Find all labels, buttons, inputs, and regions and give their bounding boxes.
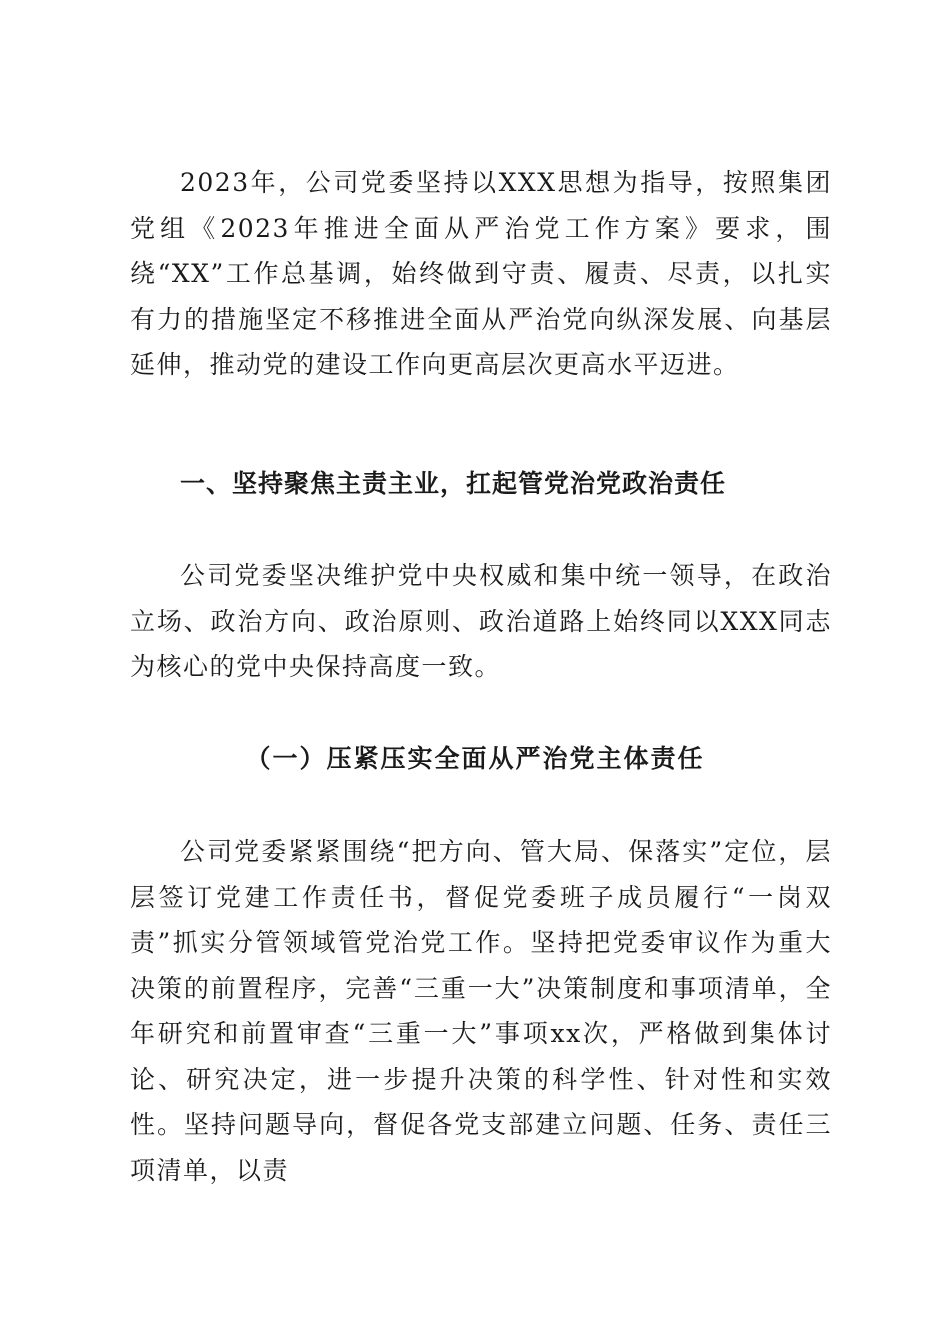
- section-heading: 一、坚持聚焦主责主业，扛起管党治党政治责任: [180, 469, 727, 498]
- section-paragraph: 公司党委坚决维护党中央权威和集中统一领导，在政治立场、政治方向、政治原则、政治道路上始终同以XXX同志为核心的党中央保持高度一致。: [130, 561, 832, 681]
- subsection-heading: （一）压紧压实全面从严治党主体责任: [245, 744, 705, 773]
- intro-paragraph: 2023年，公司党委坚持以XXX思想为指导，按照集团党组《2023年推进全面从严治党工作方案》要求，围绕“XX”工作总基调，始终做到守责、履责、尽责，以扎实有力的措施坚定不移推进全面从严治党向纵深发展、向基层延伸，推动党的建设工作向更高层次更高水平迈进。: [130, 168, 832, 379]
- subsection-paragraph: 公司党委紧紧围绕“把方向、管大局、保落实”定位，层层签订党建工作责任书，督促党委班子成员履行“一岗双责”抓实分管领域管党治党工作。坚持把党委审议作为重大决策的前置程序，完善“三重一大”决策制度和事项清单，全年研究和前置审查“三重一大”事项xx次，严格做到集体讨论、研究决定，进一步提升决策的科学性、针对性和实效性。坚持问题导向，督促各党支部建立问题、任务、责任三项清单，以责: [130, 837, 832, 1185]
